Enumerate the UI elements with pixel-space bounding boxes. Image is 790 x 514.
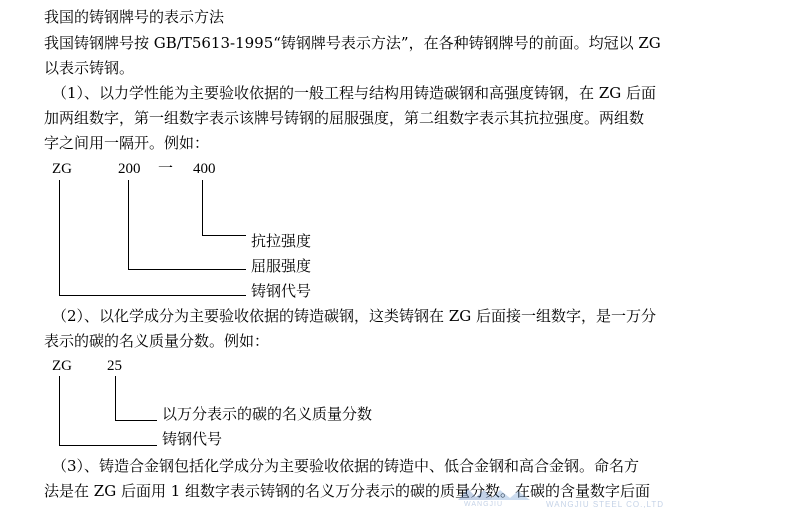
label-carbon-fraction: 以万分表示的碳的名义质量分数 xyxy=(162,405,373,423)
code-bracket-vertical-2 xyxy=(59,376,60,445)
para1-line-3: 字之间用一隔开。例如： xyxy=(44,134,210,152)
code-bracket-horizontal xyxy=(59,295,246,296)
para2-line-2: 表示的碳的名义质量分数。例如： xyxy=(44,332,270,350)
label-tensile-strength: 抗拉强度 xyxy=(251,232,312,250)
company-watermark xyxy=(456,486,704,512)
carbon-bracket-vertical xyxy=(115,376,116,420)
para1-line-1: （1）、以力学性能为主要验收依据的一般工程与结构用铸造碳钢和高强度铸钢，在 ZG 后面 xyxy=(52,84,656,102)
para3-line-2: 法是在 ZG 后面用 1 组数字表示铸钢的名义万分表示的碳的质量分数。在碳的含量数字后面 xyxy=(44,482,651,500)
code-bracket-horizontal-2 xyxy=(59,445,157,446)
carbon-bracket-horizontal xyxy=(115,420,157,421)
label-steel-code: 铸钢代号 xyxy=(251,282,312,300)
para1-line-2: 加两组数字，第一组数字表示该牌号铸钢的屈服强度，第二组数字表示其抗拉强度。两组数 xyxy=(44,109,645,127)
carbon-value: 25 xyxy=(107,358,122,374)
watermark-company-name: WANGJIU STEEL CO.,LTD xyxy=(546,500,665,509)
tensile-value: 400 xyxy=(193,161,216,177)
label-yield-strength: 屈服强度 xyxy=(251,257,312,275)
separator-dash: 一 xyxy=(158,161,174,177)
watermark-logo-icon xyxy=(456,486,536,502)
tensile-bracket-vertical xyxy=(202,180,203,235)
code-prefix-zg: ZG xyxy=(52,161,72,177)
label-steel-code-2: 铸钢代号 xyxy=(162,430,223,448)
para2-line-1: （2）、以化学成分为主要验收依据的铸造碳钢，这类铸钢在 ZG 后面接一组数字，是一万分 xyxy=(52,307,656,325)
code-bracket-vertical xyxy=(59,180,60,295)
code-prefix-zg-2: ZG xyxy=(52,358,72,374)
yield-value: 200 xyxy=(118,161,141,177)
tensile-bracket-horizontal xyxy=(202,235,246,236)
document-title: 我国的铸钢牌号的表示方法 xyxy=(44,8,225,26)
intro-line-1: 我国铸钢牌号按 GB/T5613-1995“铸钢牌号表示方法”，在各种铸钢牌号的前面。均冠以 ZG xyxy=(44,34,661,52)
yield-bracket-horizontal xyxy=(128,269,246,270)
intro-line-2: 以表示铸钢。 xyxy=(44,59,135,77)
para3-line-1: （3）、铸造合金钢包括化学成分为主要验收依据的铸造中、低合金钢和高合金钢。命名方 xyxy=(52,457,640,475)
yield-bracket-vertical xyxy=(128,180,129,269)
watermark-brand: WANGJIU xyxy=(464,501,504,508)
